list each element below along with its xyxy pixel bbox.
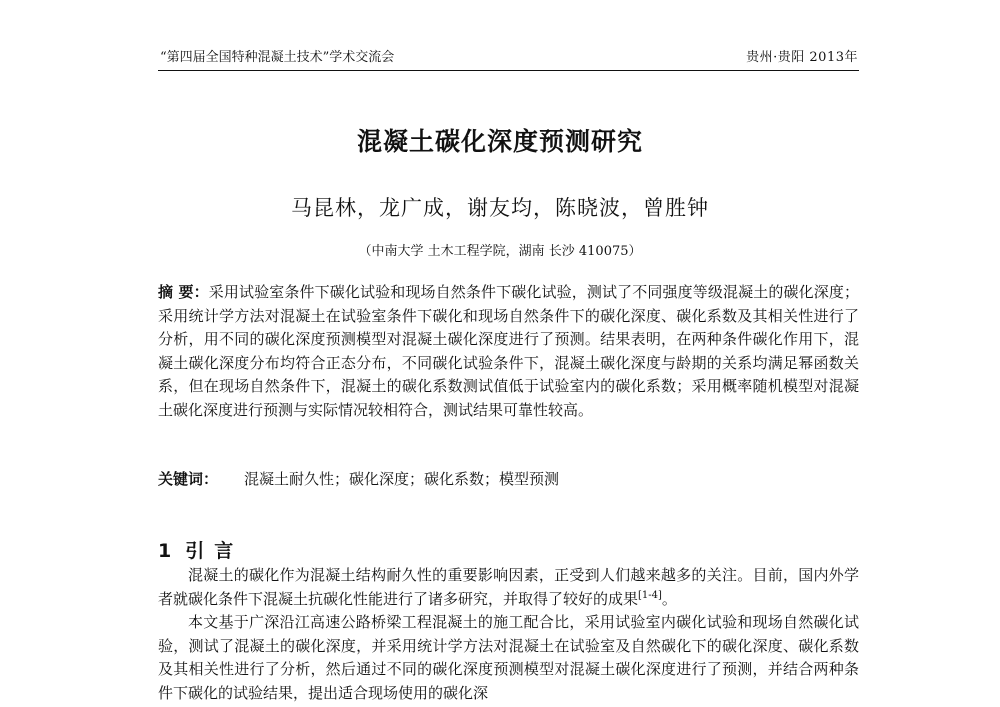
location-year: 贵州·贵阳 2013年	[746, 50, 858, 65]
header-rule	[158, 70, 859, 71]
section-number: 1	[158, 540, 172, 562]
abstract	[158, 281, 859, 422]
paper-title: 混凝土碳化深度预测研究	[356, 127, 643, 156]
keywords-label: 关键词：	[158, 470, 219, 488]
keywords-text: 混凝土耐久性；碳化深度；碳化系数；模型预测	[244, 470, 560, 488]
keywords	[158, 468, 859, 492]
paragraph	[158, 564, 859, 611]
citation[interactable]: [1-4]	[638, 589, 662, 601]
affiliation: （中南大学 土木工程学院，湖南 长沙 410075）	[358, 244, 642, 259]
paragraph-text: 本文基于广深沿江高速公路桥梁工程混凝土的施工配合比，采用试验室内碳化试验和现场自然碳化试验，测试了混凝土的碳化深度，并采用统计学方法对混凝土在试验室及自然碳化下的碳化深度、碳化系数及其相关性进行了分析，然后通过不同的碳化深度预测模型对混凝土碳化深度进行了预测，并结合两种条件下碳化的试验结果，提出适合现场使用的碳化深	[158, 613, 859, 702]
section-title: 引言	[185, 540, 244, 562]
abstract-text: 采用试验室条件下碳化试验和现场自然条件下碳化试验，测试了不同强度等级混凝土的碳化深度；采用统计学方法对混凝土在试验室条件下碳化和现场自然条件下的碳化深度、碳化系数及其相关性进行了分析，用不同的碳化深度预测模型对混凝土碳化深度进行了预测。结果表明，在两种条件碳化作用下，混凝土碳化深度分布均符合正态分布，不同碳化试验条件下，混凝土碳化深度与龄期的关系均满足幂函数关系，但在现场自然条件下，混凝土的碳化系数测试值低于试验室内的碳化系数；采用概率随机模型对混凝土碳化深度进行预测与实际情况较相符合，测试结果可靠性较高。	[158, 283, 859, 419]
paragraph-text: 混凝土的碳化作为混凝土结构耐久性的重要影响因素，正受到人们越来越多的关注。目前，国内外学者就碳化条件下混凝土抗碳化性能进行了诸多研究，并取得了较好的成果	[158, 566, 859, 608]
paragraph-end: 。	[661, 589, 677, 608]
section-heading-introduction	[158, 539, 243, 563]
running-header	[158, 47, 858, 69]
author-list: 马昆林，龙广成，谢友均，陈晓波，曾胜钟	[291, 196, 709, 220]
abstract-label: 摘 要：	[158, 283, 209, 301]
conference-name: “第四届全国特种混凝土技术”学术交流会	[160, 50, 395, 65]
paragraph	[158, 611, 859, 705]
introduction-body	[158, 564, 859, 705]
